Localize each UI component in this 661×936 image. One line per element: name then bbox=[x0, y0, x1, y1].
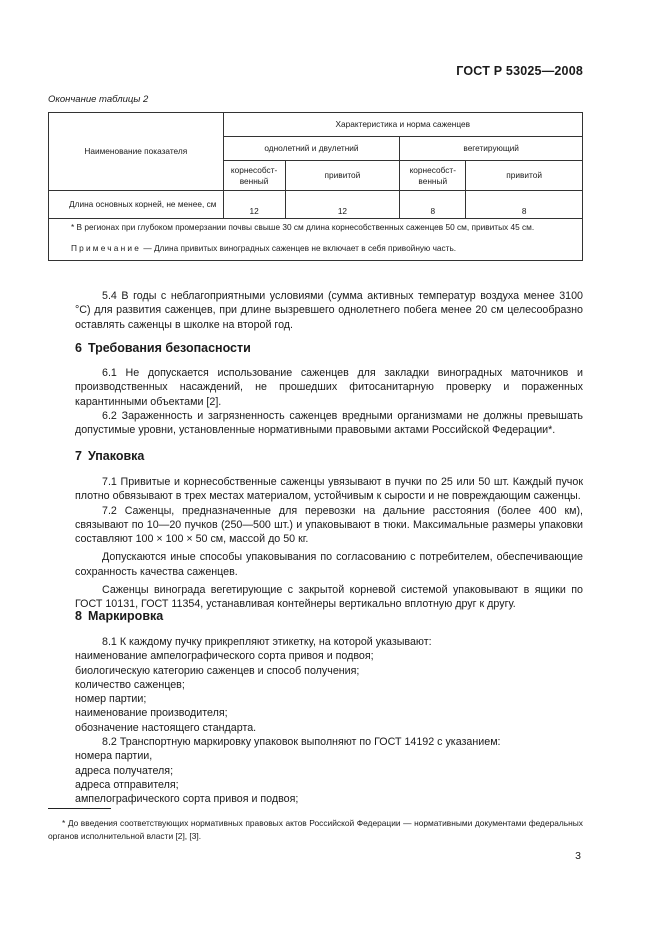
clause-6-1: 6.1 Не допускается использование саженцев для закладки виноградных маточников и производственных насаждений, не прошедших фитосанитарную проверку и пораженных карантинными объектами [2]. bbox=[75, 367, 583, 408]
header-grafted-1: привитой bbox=[285, 161, 400, 191]
row-value-4: 8 bbox=[466, 191, 583, 219]
section-8-heading: Маркировка bbox=[87, 609, 164, 623]
list-item: обозначение настоящего стандарта. bbox=[75, 721, 257, 734]
clause-8-1: 8.1 К каждому пучку прикрепляют этикетку, на которой указывают: bbox=[102, 636, 432, 648]
col-header-indicator: Наименование показателя bbox=[49, 113, 224, 191]
section-7-title bbox=[75, 449, 144, 463]
section-6-number: 6 bbox=[75, 341, 82, 355]
clause-8-2: 8.2 Транспортную маркировку упаковок выполняют по ГОСТ 14192 с указанием: bbox=[102, 736, 501, 749]
section-8-title bbox=[75, 609, 163, 623]
header-own-root-2: корнесобст- венный bbox=[400, 161, 466, 191]
row-value-2: 12 bbox=[285, 191, 400, 219]
header-own-root-1: корнесобст- венный bbox=[223, 161, 285, 191]
row-value-1: 12 bbox=[223, 191, 285, 219]
note-text: — Длина привитых виноградных саженцев не включает в себя привойную часть. bbox=[141, 242, 457, 253]
section-6-body bbox=[75, 366, 583, 437]
table-footnote: * В регионах при глубоком промерзании почвы свыше 30 см длина корнесобственных саженцев 50 см, привитых 45 см. bbox=[49, 219, 583, 239]
clause-7-1: 7.1 Привитые и корнесобственные саженцы увязывают в пучки по 25 или 50 шт. Каждый пучок плотно обвязывают в трех местах материалом, устойчивым к сырости и не повреждающим саженцы. bbox=[75, 476, 583, 503]
section-8-body bbox=[75, 635, 583, 807]
table-note bbox=[49, 238, 583, 260]
list-item: биологическую категорию саженцев и способ получения; bbox=[75, 664, 360, 677]
clause-7-4: Саженцы винограда вегетирующие с закрытой корневой системой упаковывают в ящики по ГОСТ 10131, ГОСТ 11354, устанавливая контейнеры вертикально вплотную друг к другу. bbox=[75, 584, 583, 611]
list-item: количество саженцев; bbox=[75, 678, 185, 691]
row-label: Длина основных корней, не менее, см bbox=[49, 191, 224, 219]
clause-5-4: 5.4 В годы с неблагоприятными условиями (сумма активных температур воздуха менее 3100 °С) для развития саженцев, при длине вызревшего однолетнего побега менее 20 см целесообразно оставлять саженцы в школке на второй год. bbox=[75, 290, 583, 331]
list-item: ампелографического сорта привоя и подвоя; bbox=[75, 793, 299, 806]
spec-table bbox=[48, 112, 583, 261]
clause-7-2: 7.2 Саженцы, предназначенные для перевозки на дальние расстояния (более 400 км), связывают по 10—20 пучков (250—500 шт.) и упаковывают в тюки. Максимальные размеры упаковки составляют 100 × 100 × 50 см, массой до 50 кг. bbox=[75, 504, 583, 546]
section-7-heading: Упаковка bbox=[87, 449, 145, 463]
page-footnote: * До введения соответствующих нормативных правовых актов Российской Федерации — нормативными документами федеральных органов исполнительной власти [2], [3]. bbox=[48, 818, 583, 841]
list-item: наименование ампелографического сорта привоя и подвоя; bbox=[75, 650, 374, 663]
section-6-title bbox=[75, 341, 251, 355]
list-item: адреса отправителя; bbox=[75, 778, 179, 791]
subheader-vegetating: вегетирующий bbox=[400, 137, 583, 161]
page-number: 3 bbox=[575, 850, 581, 862]
list-item: номер партии; bbox=[75, 693, 147, 706]
table-caption: Окончание таблицы 2 bbox=[48, 94, 149, 105]
standard-header: ГОСТ Р 53025—2008 bbox=[456, 64, 583, 78]
list-item: наименование производителя; bbox=[75, 707, 228, 720]
list-item: адреса получателя; bbox=[75, 764, 174, 777]
list-item: номера партии, bbox=[75, 750, 153, 763]
row-value-3: 8 bbox=[400, 191, 466, 219]
section-8-number: 8 bbox=[75, 609, 82, 623]
clause-5-4-block bbox=[75, 289, 583, 332]
clause-6-2: 6.2 Зараженность и загрязненность саженцев вредными организмами не должны превышать допустимые уровни, установленные нормативными правовыми актами Российской Федерации*. bbox=[75, 409, 583, 437]
section-7-number: 7 bbox=[75, 449, 82, 463]
section-6-heading: Требования безопасности bbox=[87, 341, 251, 355]
section-7-body bbox=[75, 475, 583, 612]
clause-7-3: Допускаются иные способы упаковывания по согласованию с потребителем, обеспечивающие сохранность качества саженцев. bbox=[75, 551, 583, 578]
col-header-group: Характеристика и норма саженцев bbox=[223, 113, 582, 137]
note-label: Примечание bbox=[71, 242, 142, 253]
header-grafted-2: привитой bbox=[466, 161, 583, 191]
subheader-annual: однолетний и двулетний bbox=[223, 137, 400, 161]
footnote-divider bbox=[48, 808, 111, 809]
